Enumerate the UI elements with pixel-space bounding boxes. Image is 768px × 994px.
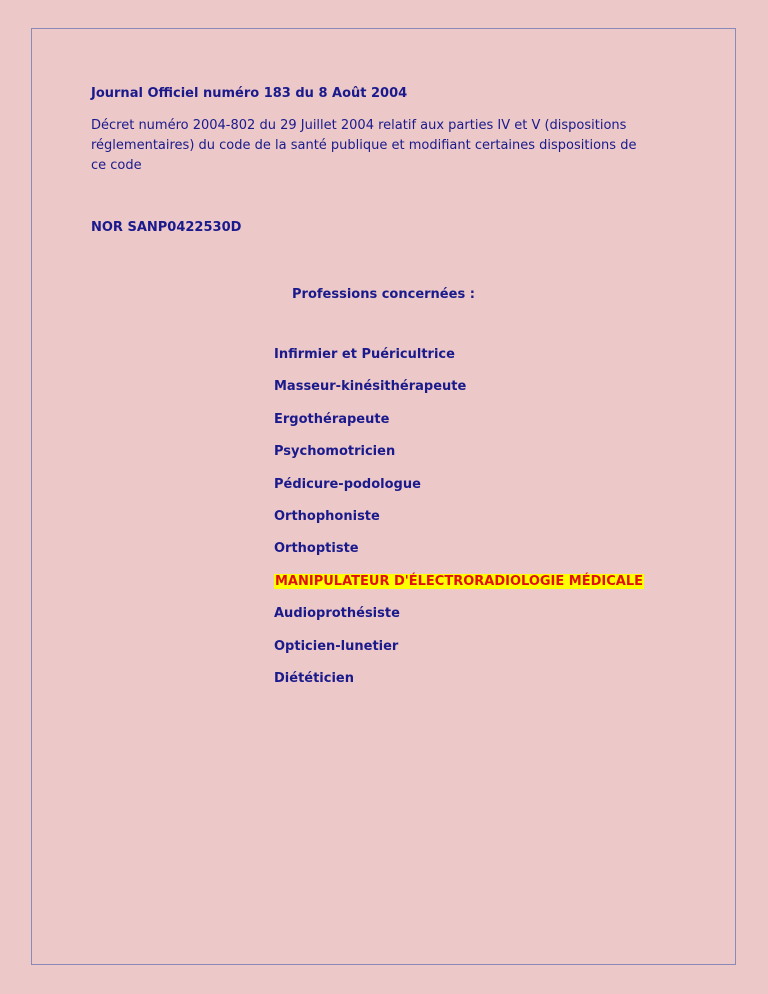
- profession-label: Masseur-kinésithérapeute: [274, 379, 467, 395]
- profession-label: Orthophoniste: [274, 508, 380, 524]
- profession-item-highlighted: [274, 573, 644, 605]
- profession-item: [274, 540, 644, 572]
- profession-label: Opticien-lunetier: [274, 638, 399, 654]
- profession-item: [274, 476, 644, 508]
- profession-item: [274, 670, 644, 702]
- profession-item: [274, 508, 644, 540]
- professions-list: [274, 346, 644, 702]
- professions-heading: Professions concernées :: [292, 287, 475, 302]
- profession-item: [274, 605, 644, 637]
- profession-label: Infirmier et Puéricultrice: [274, 347, 455, 362]
- profession-item: [274, 346, 644, 378]
- decree-text: Décret numéro 2004-802 du 29 Juillet 2004 relatif aux parties IV et V (dispositions réglementaires) du code de la santé publique et modifiant certaines dispositions de ce code: [91, 118, 637, 173]
- nor-reference: NOR SANP0422530D: [91, 220, 242, 235]
- profession-label: Pédicure-podologue: [274, 476, 421, 492]
- profession-item: [274, 443, 644, 475]
- journal-title: Journal Officiel numéro 183 du 8 Août 2004: [91, 86, 408, 101]
- profession-label: Diététicien: [274, 670, 354, 686]
- profession-label: Ergothérapeute: [274, 411, 390, 427]
- profession-label-highlighted: MANIPULATEUR D'ÉLECTRORADIOLOGIE MÉDICALE: [275, 573, 644, 589]
- profession-label: Psychomotricien: [274, 444, 396, 460]
- profession-item: [274, 378, 644, 410]
- profession-item: [274, 638, 644, 670]
- profession-item: [274, 411, 644, 443]
- profession-label: Audioprothésiste: [274, 606, 400, 622]
- profession-label: Orthoptiste: [274, 541, 359, 557]
